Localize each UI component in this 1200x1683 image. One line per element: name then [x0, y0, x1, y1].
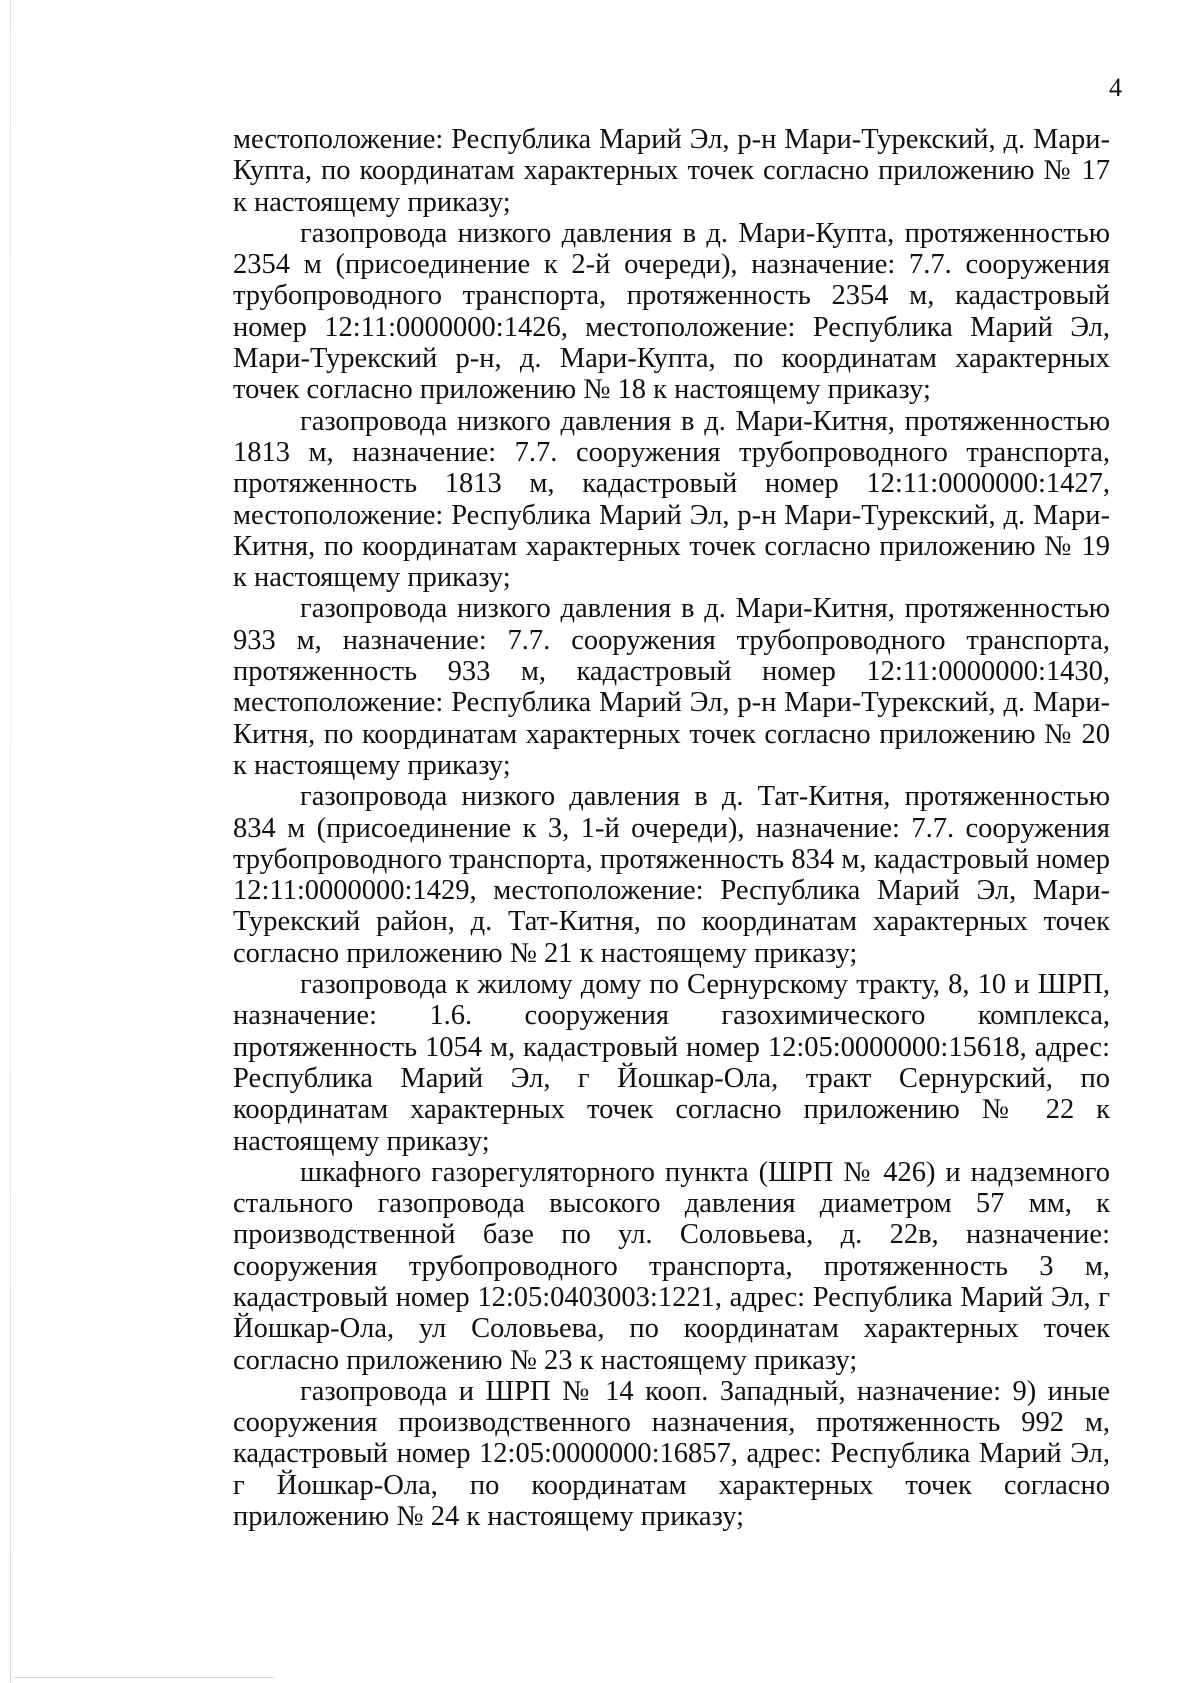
- document-body: [233, 124, 1110, 1532]
- paragraph-continuation: местоположение: Республика Марий Эл, р-н Мари-Турекский, д. Мари-Купта, по координатам характерных точек согласно приложению № 17 к настоящему приказу;: [233, 124, 1110, 218]
- paragraph-item-sernursky-trakt: газопровода к жилому дому по Сернурскому тракту, 8, 10 и ШРП, назначение: 1.6. сооружения газохимического комплекса, протяженность 1054 м, кадастровый номер 12:05:0000000:15618, адрес: Республика Марий Эл, г Йошкар-Ола, тракт Сернурский, по координатам характерных точек согласно приложению № 22 к настоящему приказу;: [233, 969, 1110, 1157]
- paragraph-item-shrp-14: газопровода и ШРП № 14 кооп. Западный, назначение: 9) иные сооружения производственного назначения, протяженность 992 м, кадастровый номер 12:05:0000000:16857, адрес: Республика Марий Эл, г Йошкар-Ола, по координатам характерных точек согласно приложению № 24 к настоящему приказу;: [233, 1375, 1110, 1533]
- paragraph-item-shrp-426: шкафного газорегуляторного пункта (ШРП № 426) и надземного стального газопровода высокого давления диаметром 57 мм, к производственной базе по ул. Соловьева, д. 22в, назначение: сооружения трубопроводного транспорта, протяженность 3 м, кадастровый номер 12:05:0403003:1221, адрес: Республика Марий Эл, г Йошкар-Ола, ул Соловьева, по координатам характерных точек согласно приложению № 23 к настоящему приказу;: [233, 1156, 1110, 1376]
- paragraph-item-mari-kitnya-1813: газопровода низкого давления в д. Мари-Китня, протяженностью 1813 м, назначение: 7.7. сооружения трубопроводного транспорта, протяженность 1813 м, кадастровый номер 12:11:0000000:1427, местоположение: Республика Марий Эл, р-н Мари-Турекский, д. Мари-Китня, по координатам характерных точек согласно приложению № 19 к настоящему приказу;: [233, 405, 1110, 594]
- scan-edge-bottom: [14, 1677, 274, 1678]
- paragraph-item-mari-kupta: газопровода низкого давления в д. Мари-Купта, протяженностью 2354 м (присоединение к 2-й очереди), назначение: 7.7. сооружения трубопроводного транспорта, протяженность 2354 м, кадастровый номер 12:11:0000000:1426, местоположение: Республика Марий Эл, Мари-Турекский р-н, д. Мари-Купта, по координатам характерных точек согласно приложению № 18 к настоящему приказу;: [233, 217, 1110, 406]
- paragraph-item-mari-kitnya-933: газопровода низкого давления в д. Мари-Китня, протяженностью 933 м, назначение: 7.7. сооружения трубопроводного транспорта, протяженность 933 м, кадастровый номер 12:11:0000000:1430, местоположение: Республика Марий Эл, р-н Мари-Турекский, д. Мари-Китня, по координатам характерных точек согласно приложению № 20 к настоящему приказу;: [233, 593, 1110, 781]
- scan-edge-left: [10, 0, 11, 1683]
- page-number: 4: [1109, 73, 1122, 102]
- paragraph-item-tat-kitnya: газопровода низкого давления в д. Тат-Китня, протяженностью 834 м (присоединение к 3, 1-й очереди), назначение: 7.7. сооружения трубопроводного транспорта, протяженность 834 м, кадастровый номер 12:11:0000000:1429, местоположение: Республика Марий Эл, Мари-Турекский район, д. Тат-Китня, по координатам характерных точек согласно приложению № 21 к настоящему приказу;: [233, 781, 1110, 969]
